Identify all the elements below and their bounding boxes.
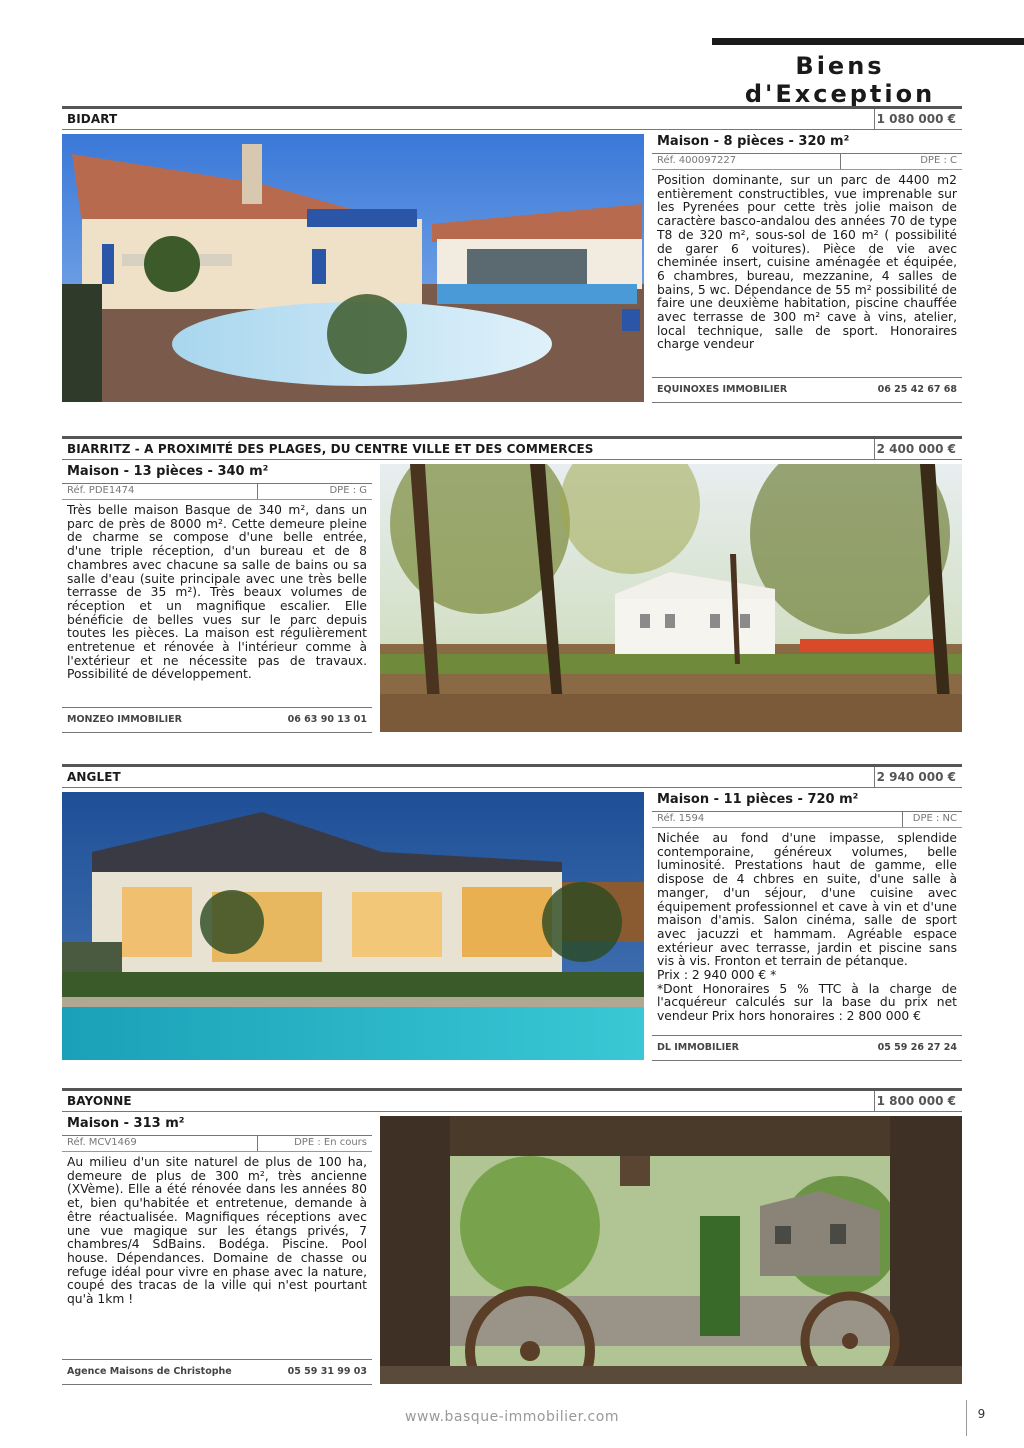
listing-dpe: DPE : G [329, 485, 367, 496]
listing-header [62, 106, 962, 130]
listing-reference: Réf. MCV1469 [67, 1137, 137, 1148]
listing-dpe: DPE : En cours [294, 1137, 367, 1148]
listing-phone: 05 59 31 99 03 [287, 1366, 367, 1377]
divider [62, 707, 372, 708]
listing-agency: Agence Maisons de Christophe [67, 1366, 232, 1377]
listing-description-block [657, 832, 957, 1024]
divider [652, 169, 962, 170]
divider [62, 1151, 372, 1152]
listing-type: Maison - 313 m² [67, 1116, 185, 1131]
listing-location: BAYONNE [67, 1094, 132, 1108]
listing-location: ANGLET [67, 770, 121, 784]
listing-description: Très belle maison Basque de 340 m², dans un parc de près de 8000 m². Cette demeure pleine de charme se compose d'une belle entrée, d'une triple réception, d'un bureau et de 8 chambres avec chacune sa salle de bains ou sa salle d'eau (suite principale avec une très belle terrasse de 35 m²). Très beaux volumes de réception et un magnifique escalier. Elle bénéficie de belles vues sur le parc depuis toutes les pièces. La maison est régulièrement entretenue et rénovée à l'intérieur comme à l'extérieur et ne nécessite pas de travaux. Possibilité de développement. [67, 503, 367, 682]
listing-agency: DL IMMOBILIER [657, 1042, 739, 1053]
listing-price: 1 080 000 € [874, 109, 962, 129]
listing-fees-line: *Dont Honoraires 5 % TTC à la charge de l'acquéreur calculés sur la base du prix net vendeur Prix hors honoraires : 2 800 000 € [657, 981, 957, 1024]
listing-bidart [62, 106, 962, 406]
listing-price: 2 400 000 € [874, 439, 962, 459]
divider [652, 1060, 962, 1061]
listing-info [62, 1116, 372, 1384]
divider [62, 483, 372, 484]
listing-info [62, 464, 372, 732]
property-photo [62, 792, 644, 1060]
listing-header [62, 764, 962, 788]
divider [62, 732, 372, 733]
listing-phone: 06 25 42 67 68 [877, 384, 957, 395]
listing-reference: Réf. PDE1474 [67, 485, 135, 496]
listing-reference: Réf. 1594 [657, 813, 705, 824]
property-photo [380, 464, 962, 732]
listing-agency: EQUINOXES IMMOBILIER [657, 384, 788, 395]
listing-price-line: Prix : 2 940 000 € * [657, 968, 777, 983]
divider [257, 1136, 258, 1151]
listing-reference: Réf. 400097227 [657, 155, 737, 166]
listing-description: Nichée au fond d'une impasse, splendide contemporaine, généreux volumes, belle luminosité. Prestations haut de gamme, elle dispose de 4 chbres en suite, d'une salle à manger, d'un séjour, d'une cuisine avec équipement professionnel et cave à vin et d'une maison d'amis. Salon cinéma, salle de sport avec jacuzzi et hammam. Agréable espace extérieur avec terrasse, jardin et piscine sans vis à vis. Fronton et terrain de pétanque. [657, 831, 957, 969]
divider [840, 154, 841, 169]
listing-type: Maison - 8 pièces - 320 m² [657, 134, 850, 149]
property-photo [62, 134, 644, 402]
listing-info [652, 792, 962, 1060]
page-number: 9 [966, 1400, 996, 1436]
divider [902, 812, 903, 827]
listing-phone: 06 63 90 13 01 [287, 714, 367, 725]
listing-agency: MONZEO IMMOBILIER [67, 714, 182, 725]
listing-description: Position dominante, sur un parc de 4400 m2 entièrement constructibles, vue imprenable sur les Pyrenées pour cette très jolie maison de caractère basco-andalou des années 70 de type T8 de 320 m², sous-sol de 160 m² ( possibilité de garer 6 voitures). Pièce de vie avec cheminée insert, cuisine aménagée et équipée, 6 chambres, bureau, mezzanine, 4 salles de bains, 5 wc. Dépendance de 55 m² possibilité de faire une deuxième habitation, piscine chauffée avec terrasse de 300 m² cave à vins, atelier, local technique, salle de sport. Honoraires charge vendeur [657, 173, 957, 352]
divider [652, 377, 962, 378]
listing-biarritz [62, 436, 962, 736]
listing-info [652, 134, 962, 402]
listing-price: 2 940 000 € [874, 767, 962, 787]
divider [62, 499, 372, 500]
divider [652, 153, 962, 154]
divider [62, 1359, 372, 1360]
listing-phone: 05 59 26 27 24 [877, 1042, 957, 1053]
listing-header [62, 436, 962, 460]
divider [257, 484, 258, 499]
footer-website-url: www.basque-immobilier.com [405, 1409, 619, 1425]
listing-type: Maison - 11 pièces - 720 m² [657, 792, 859, 807]
listing-price: 1 800 000 € [874, 1091, 962, 1111]
page-title: Biens d'Exception [744, 52, 936, 108]
listing-dpe: DPE : NC [912, 813, 957, 824]
listing-description: Au milieu d'un site naturel de plus de 100 ha, demeure de plus de 300 m², très ancienne (XVème). Elle a été rénovée dans les années 80 et, bien qu'habitée et entretenue, demande à être réactualisée. Magnifiques réceptions avec une vue magique sur les étangs privés, 7 chambres/4 SdBains. Bodéga. Piscine. Pool house. Dépendances. Domaine de chasse ou refuge idéal pour vivre en phase avec la nature, coupé des tracas de la ville qui n'est pourtant qu'à 1km ! [67, 1155, 367, 1307]
divider [652, 402, 962, 403]
listing-location: BIARRITZ - A PROXIMITÉ DES PLAGES, DU CENTRE VILLE ET DES COMMERCES [67, 442, 594, 456]
divider [62, 1384, 372, 1385]
property-photo [380, 1116, 962, 1384]
listing-anglet [62, 764, 962, 1064]
listing-bayonne [62, 1088, 962, 1388]
listing-dpe: DPE : C [920, 155, 957, 166]
divider [652, 1035, 962, 1036]
top-decorative-bar [712, 38, 1024, 45]
divider [62, 1135, 372, 1136]
listing-type: Maison - 13 pièces - 340 m² [67, 464, 269, 479]
divider [652, 811, 962, 812]
listing-location: BIDART [67, 112, 118, 126]
listing-header [62, 1088, 962, 1112]
divider [652, 827, 962, 828]
